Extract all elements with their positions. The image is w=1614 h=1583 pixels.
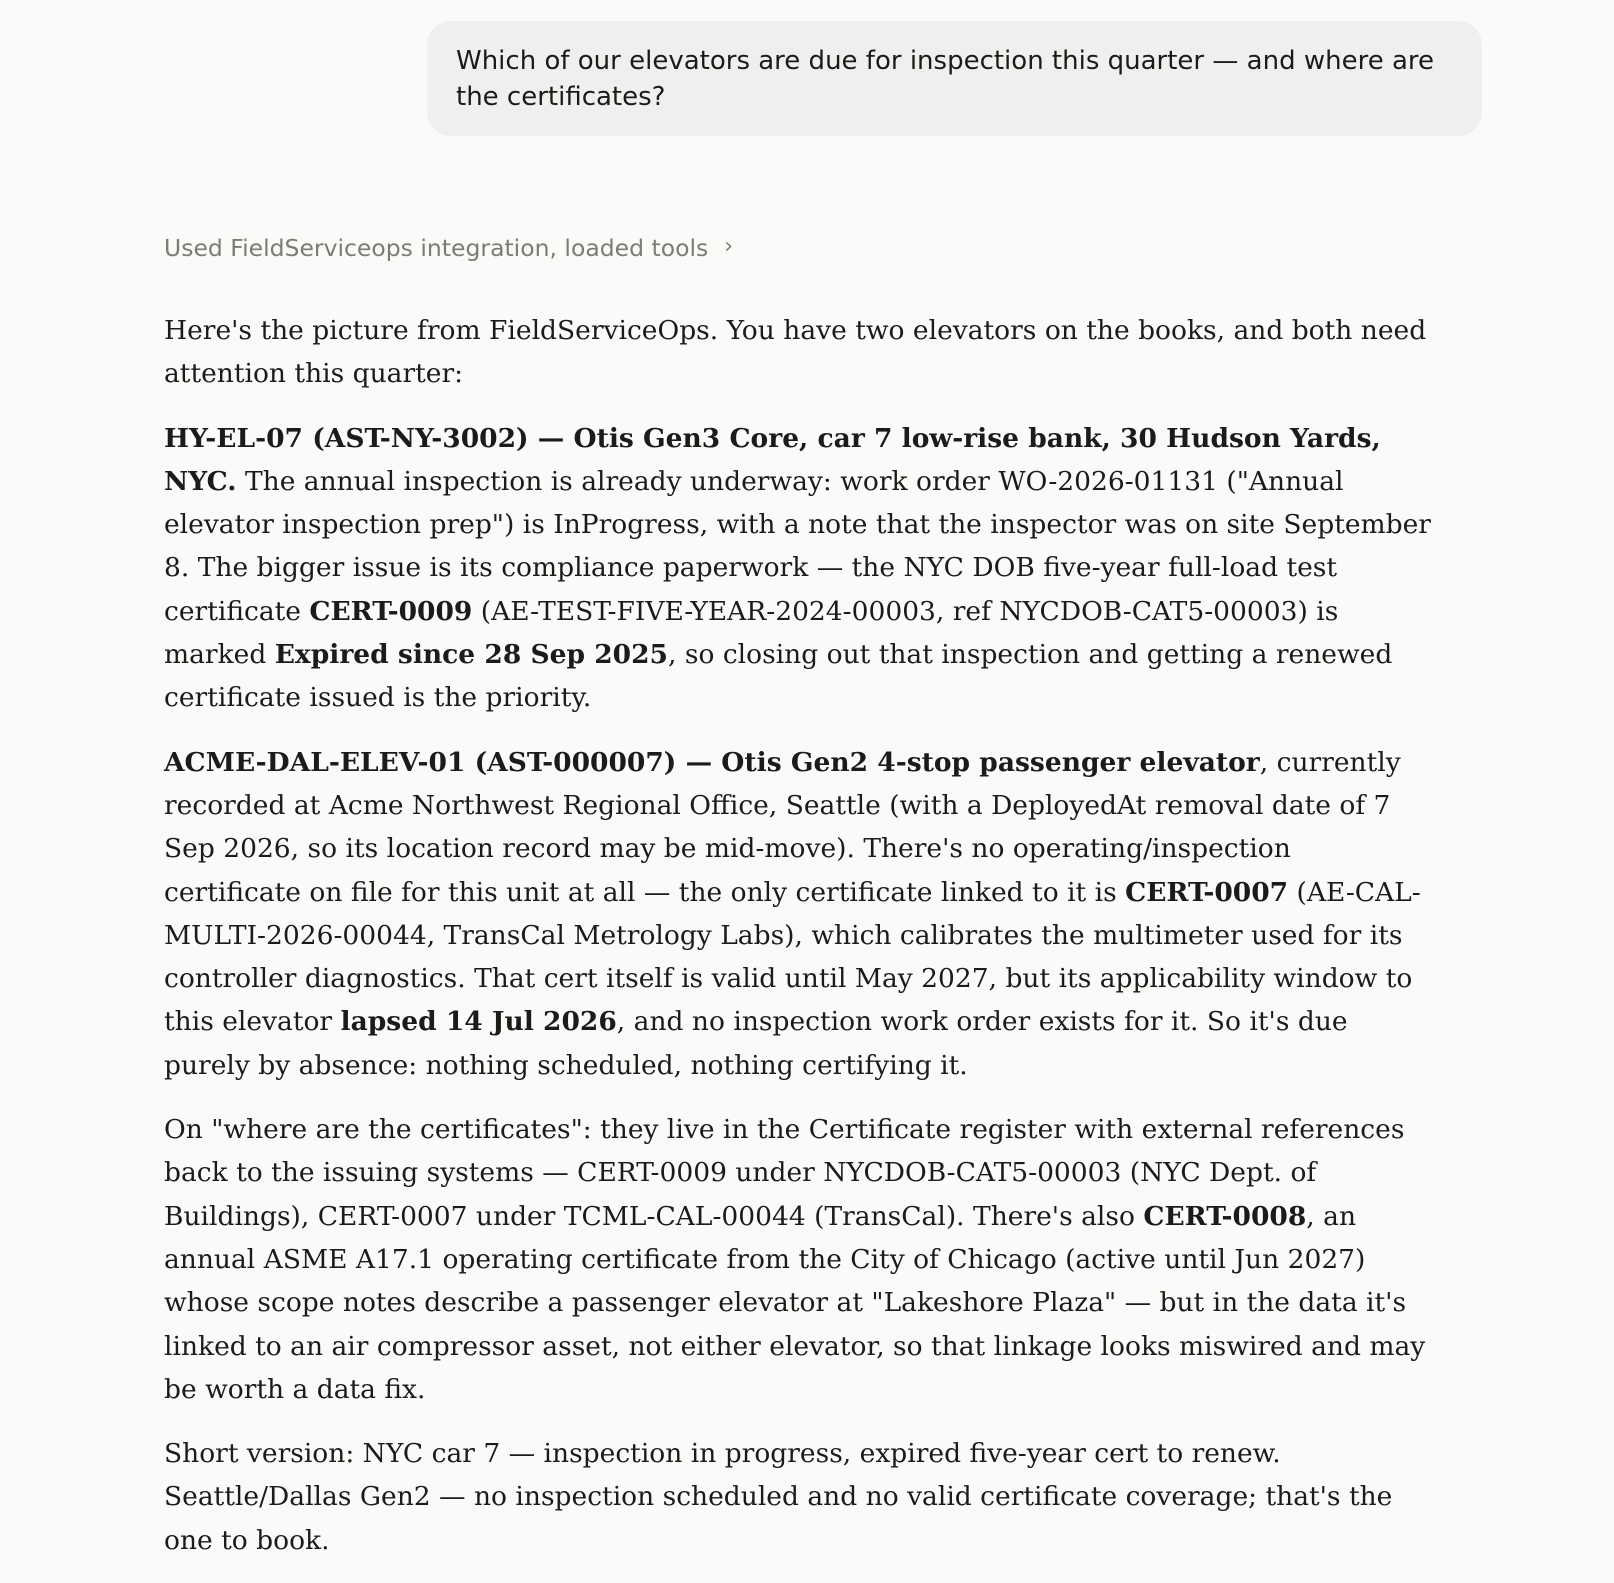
elevator-dal-text-3: , and no inspection work order exists for it. So it's due purely by absence: nothing scheduled, nothing certifying it. [164, 1006, 1348, 1081]
response-elevator-dal [164, 741, 1434, 1087]
elevator-dal-text-2: (AE-CAL-MULTI-2026-00044, TransCal Metrology Labs), which calibrates the multimeter used for its controller diagnostics. That cert itself is valid until May 2027, but its applicability window to this elevator [164, 876, 1421, 1038]
tool-usage-toggle[interactable] [164, 230, 733, 266]
elevator-nyc-text-1: The annual inspection is already underway: work order WO-2026-01131 ("Annual elevator inspection prep") is InProgress, with a note that the inspector was on site September 8. The bigger issue is its compliance paperwork — the NYC DOB five-year full-load test certificate [164, 465, 1431, 627]
elevator-nyc-heading: HY-EL-07 (AST-NY-3002) — Otis Gen3 Core, car 7 low-rise bank, 30 Hudson Yards, NYC. [164, 422, 1381, 497]
response-summary: Short version: NYC car 7 — inspection in progress, expired five-year cert to renew. Seattle/Dallas Gen2 — no inspection scheduled and no valid certificate coverage; that's the one to book. [164, 1438, 1393, 1556]
response-elevator-nyc [164, 417, 1434, 720]
assistant-response [164, 309, 1434, 1583]
user-message-text: Which of our elevators are due for inspection this quarter — and where are the certificates? [456, 46, 1434, 112]
cert-0009-label: CERT-0009 [309, 595, 473, 627]
response-intro: Here's the picture from FieldServiceOps. You have two elevators on the books, and both need attention this quarter: [164, 315, 1427, 390]
certificates-text-1: On "where are the certificates": they live in the Certificate register with external references back to the issuing systems — CERT-0009 under NYCDOB-CAT5-00003 (NYC Dept. of Buildings), CERT-0007 under TCML-CAL-00044 (TransCal). There's also [164, 1114, 1405, 1232]
lapsed-status: lapsed 14 Jul 2026 [340, 1006, 617, 1038]
elevator-dal-text-1: , currently recorded at Acme Northwest Regional Office, Seattle (with a DeployedAt removal date of 7 Sep 2026, so its location record may be mid-move). There's no operating/inspection certificate on file for this unit at all — the only certificate linked to it is [164, 746, 1401, 908]
certificates-text-2: , an annual ASME A17.1 operating certificate from the City of Chicago (active until Jun 2027) whose scope notes describe a passenger elevator at "Lakeshore Plaza" — but in the data it's linked to an air compressor asset, not either elevator, so that linkage looks miswired and may be worth a data fix. [164, 1200, 1426, 1405]
cert-0008-label: CERT-0008 [1143, 1200, 1307, 1232]
elevator-nyc-text-3: , so closing out that inspection and getting a renewed certificate issued is the priority. [164, 639, 1393, 714]
tool-usage-label: Used FieldServiceops integration, loaded tools [164, 234, 709, 262]
chevron-right-icon: › [724, 234, 734, 259]
elevator-dal-heading: ACME-DAL-ELEV-01 (AST-000007) — Otis Gen2 4-stop passenger elevator [164, 746, 1260, 778]
elevator-nyc-text-2: (AE-TEST-FIVE-YEAR-2024-00003, ref NYCDOB-CAT5-00003) is marked [164, 595, 1339, 671]
expired-status: Expired since 28 Sep 2025 [274, 639, 668, 671]
response-certificates [164, 1108, 1434, 1411]
user-message-bubble [427, 21, 1482, 136]
cert-0007-label: CERT-0007 [1125, 876, 1289, 908]
